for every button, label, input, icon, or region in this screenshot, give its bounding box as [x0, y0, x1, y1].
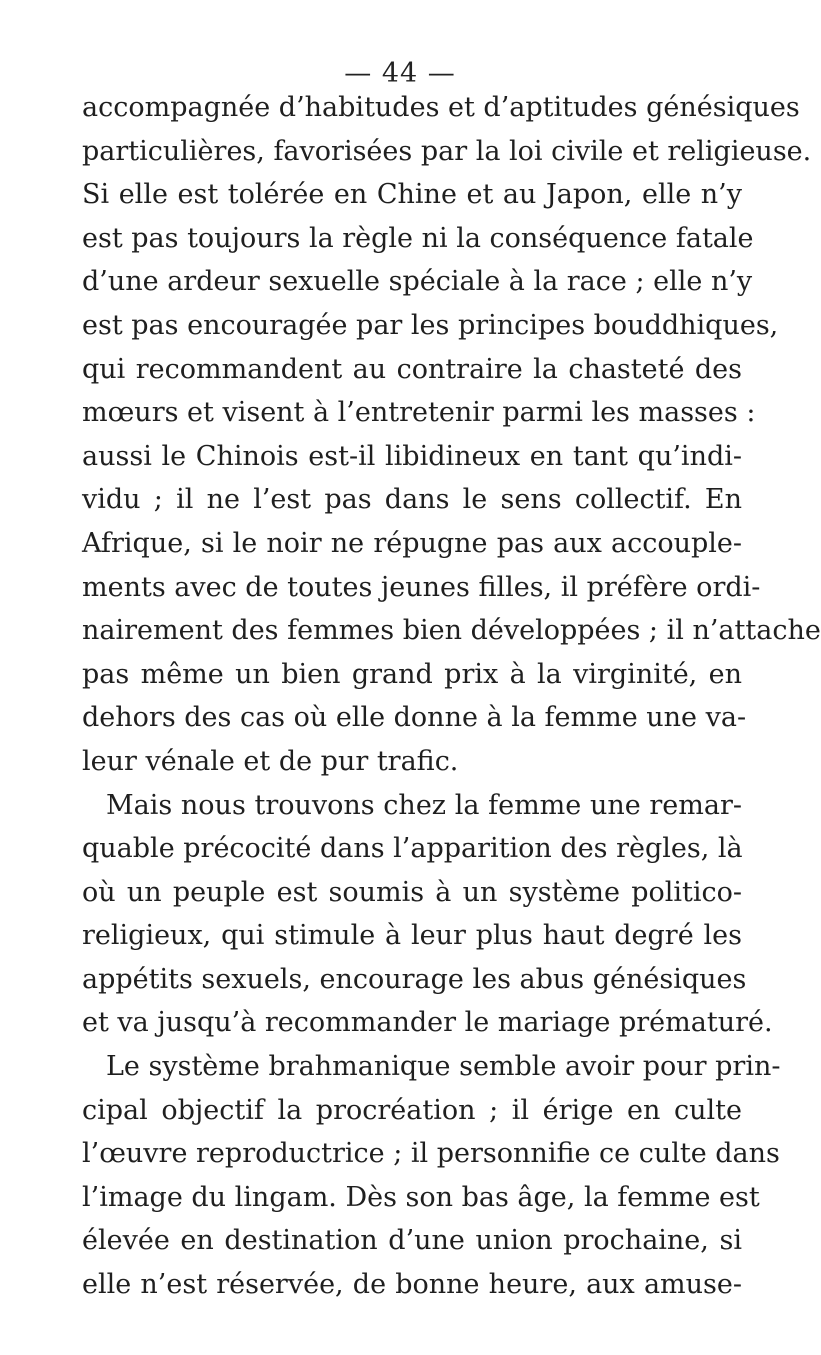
- text-line: pas même un bien grand prix à la virginité, en: [82, 658, 742, 690]
- page-number: — 44 —: [344, 58, 456, 89]
- text-line: est pas encouragée par les principes bouddhiques,: [82, 309, 779, 341]
- text-line: religieux, qui stimule à leur plus haut degré les: [82, 920, 742, 952]
- text-line: d’une ardeur sexuelle spéciale à la race ; elle n’y: [82, 266, 753, 298]
- text-line: élevée en destination d’une union prochaine, si: [82, 1225, 742, 1257]
- text-line: qui recommandent au contraire la chasteté des: [82, 353, 742, 385]
- text-line: quable précocité dans l’apparition des règles, là: [82, 833, 743, 865]
- text-line: l’image du lingam. Dès son bas âge, la femme est: [82, 1181, 760, 1213]
- text-line: ments avec de toutes jeunes filles, il préfère ordi-: [82, 571, 761, 603]
- text-line: aussi le Chinois est-il libidineux en tant qu’indi-: [82, 440, 742, 472]
- text-line: Afrique, si le noir ne répugne pas aux accouple-: [82, 527, 742, 559]
- text-line: dehors des cas où elle donne à la femme une va-: [82, 702, 747, 734]
- text-line: accompagnée d’habitudes et d’aptitudes génésiques: [82, 92, 800, 123]
- text-line: nairement des femmes bien développées ; il n’attache: [82, 615, 821, 647]
- text-line: Mais nous trouvons chez la femme une remar-: [106, 789, 742, 821]
- text-line: est pas toujours la règle ni la conséquence fatale: [82, 222, 754, 254]
- text-line: particulières, favorisées par la loi civile et religieuse.: [82, 135, 812, 167]
- text-line: et va jusqu’à recommander le mariage prématuré.: [82, 1007, 773, 1039]
- text-line: Le système brahmanique semble avoir pour prin-: [106, 1051, 781, 1083]
- text-line: Si elle est tolérée en Chine et au Japon, elle n’y: [82, 179, 742, 211]
- text-line: cipal objectif la procréation ; il érige en culte: [82, 1094, 742, 1126]
- text-line: appétits sexuels, encourage les abus génésiques: [82, 963, 747, 995]
- text-line: mœurs et visent à l’entretenir parmi les masses :: [82, 397, 756, 429]
- text-line: leur vénale et de pur trafic.: [82, 745, 459, 777]
- text-line: où un peuple est soumis à un système politico-: [82, 876, 742, 908]
- body-text: [82, 86, 821, 1307]
- text-line: l’œuvre reproductrice ; il personnifie ce culte dans: [82, 1138, 780, 1170]
- text-line: elle n’est réservée, de bonne heure, aux amuse-: [82, 1269, 742, 1301]
- text-line: vidu ; il ne l’est pas dans le sens collectif. En: [82, 484, 742, 516]
